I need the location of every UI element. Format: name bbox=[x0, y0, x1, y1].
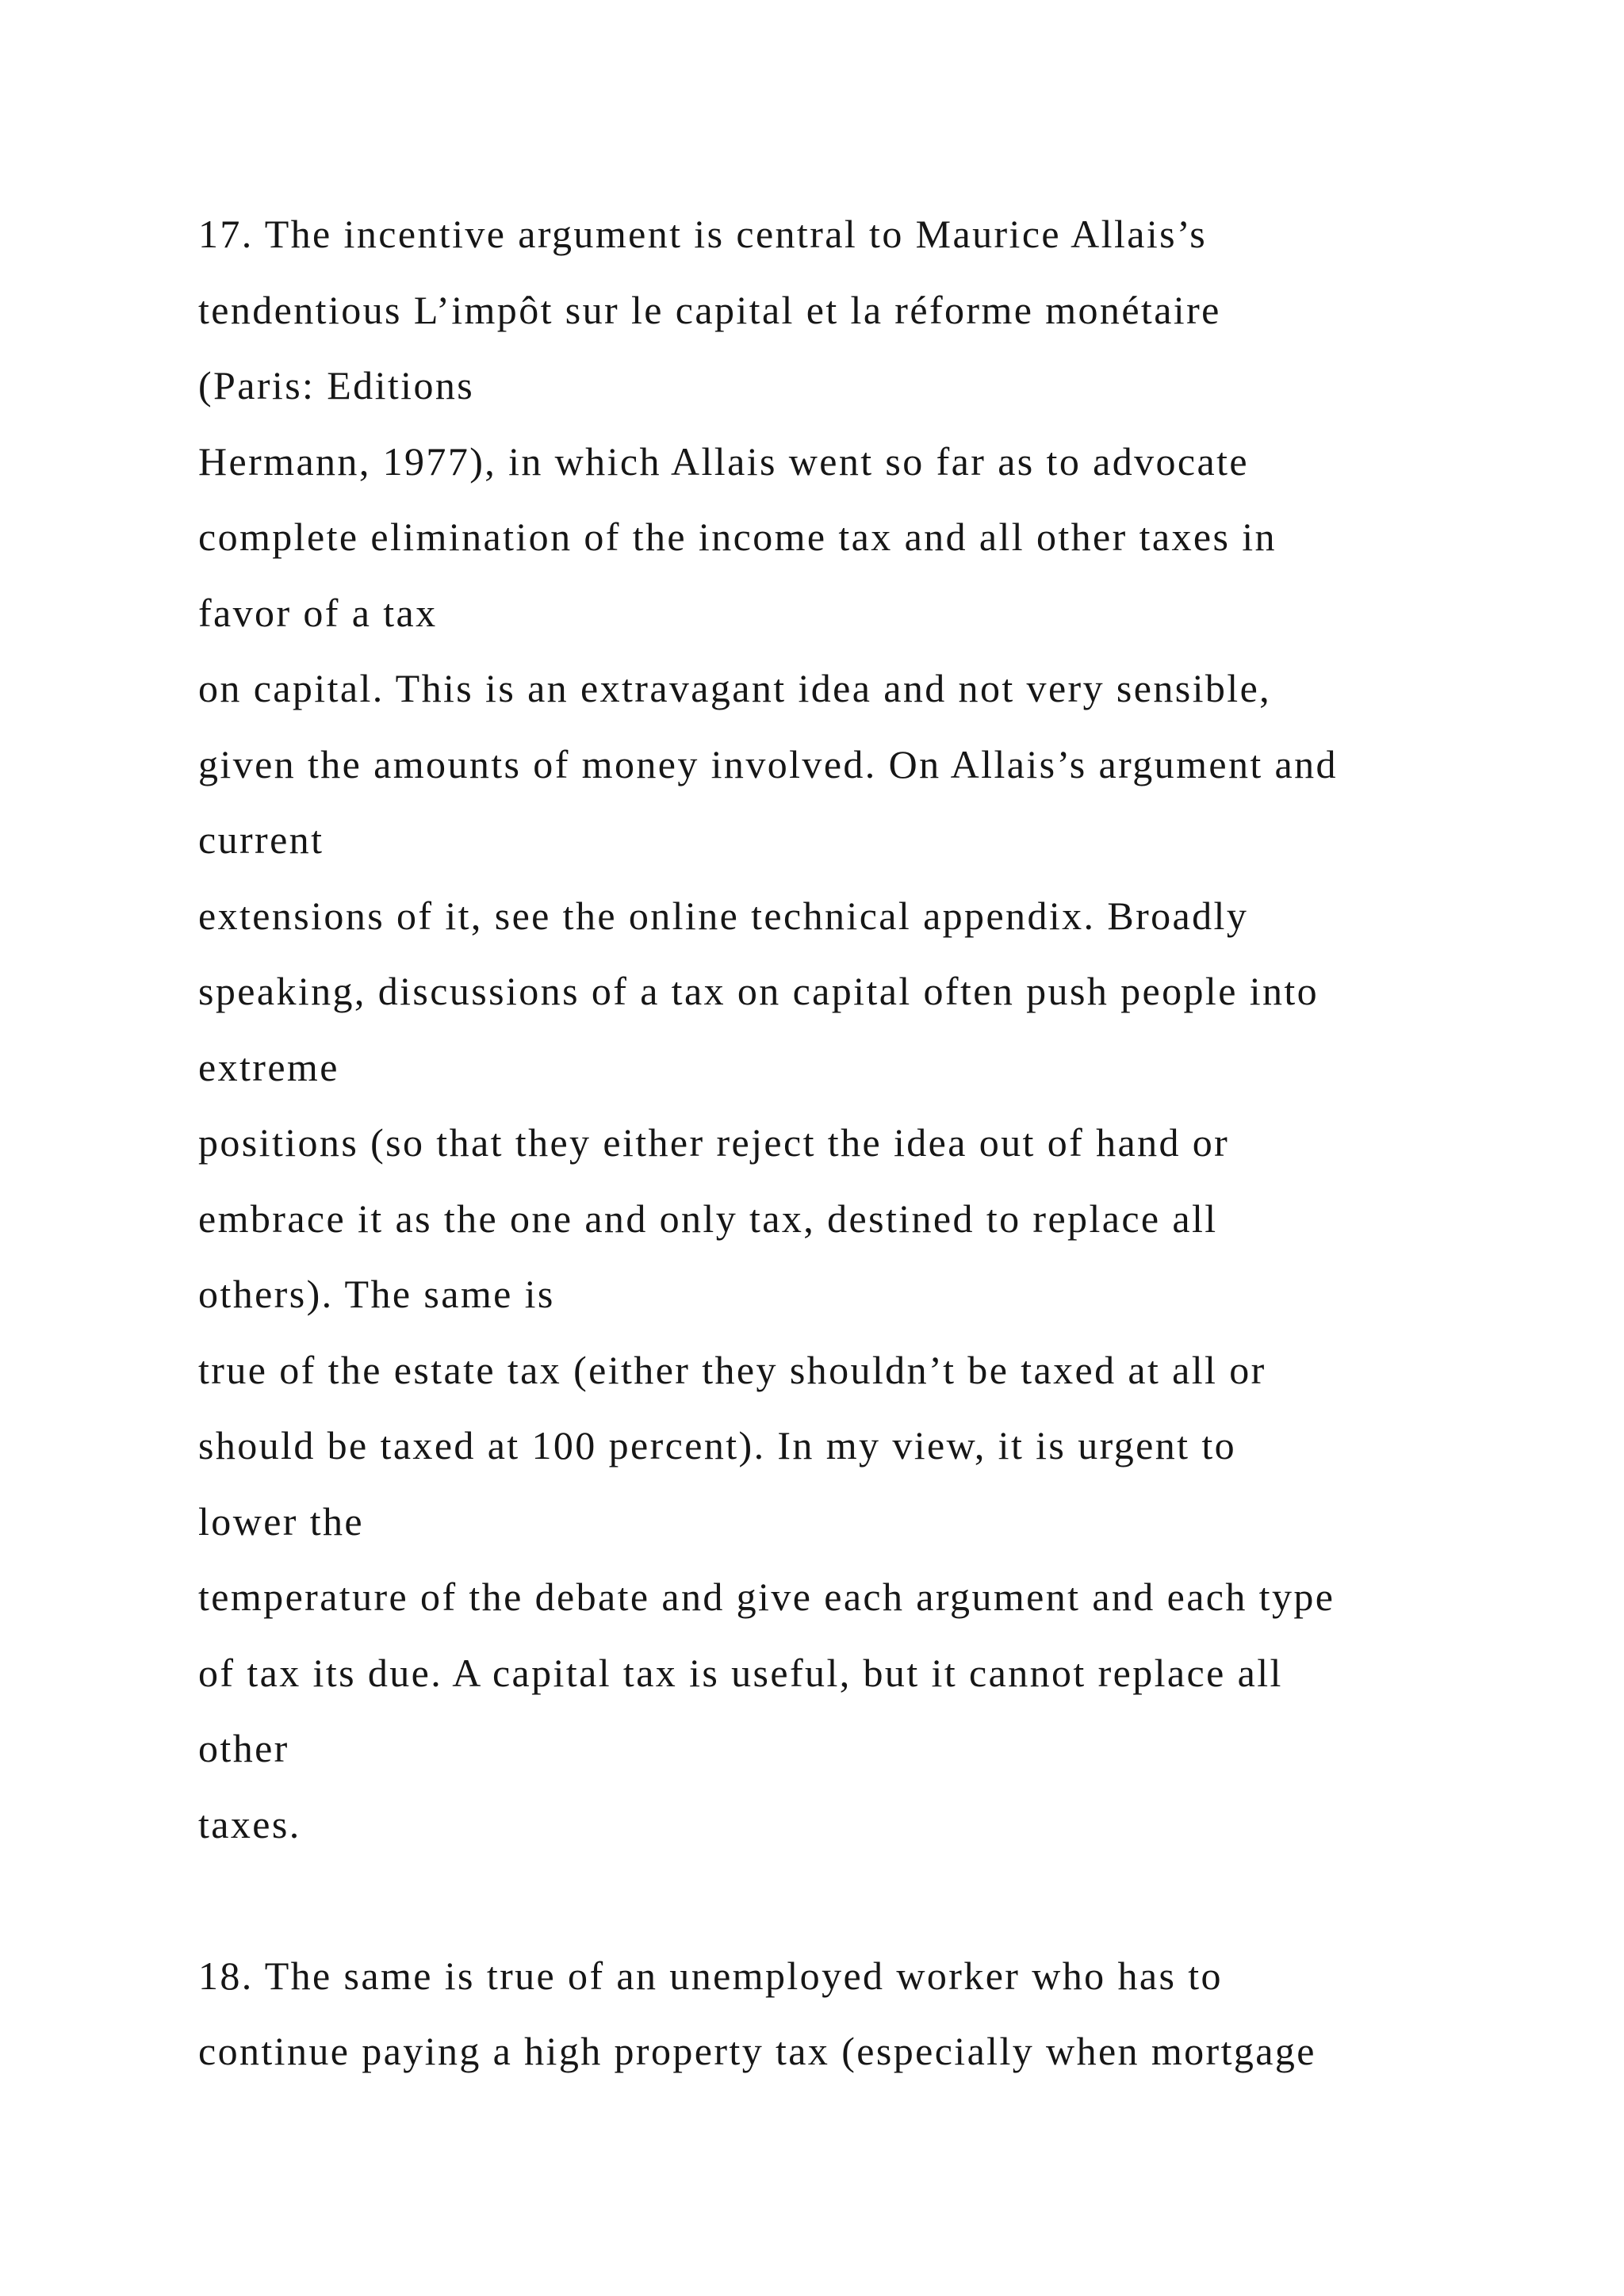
text-line: of tax its due. A capital tax is useful, but it cannot replace all bbox=[198, 1650, 1283, 1695]
text-line: other bbox=[198, 1726, 289, 1770]
text-line: continue paying a high property tax (especially when mortgage bbox=[198, 2029, 1316, 2073]
text-line: given the amounts of money involved. On Allais’s argument and bbox=[198, 741, 1338, 786]
text-line: positions (so that they either reject the idea out of hand or bbox=[198, 1120, 1230, 1165]
text-line: complete elimination of the income tax and all other taxes in bbox=[198, 515, 1277, 559]
text-line: extreme bbox=[198, 1044, 339, 1089]
paragraph-gap bbox=[198, 1862, 1546, 1938]
footnote-17 bbox=[198, 197, 1546, 1862]
text-line: others). The same is bbox=[198, 1272, 555, 1316]
text-line: favor of a tax bbox=[198, 590, 438, 635]
text-line: 17. The incentive argument is central to Maurice Allais’s bbox=[198, 212, 1208, 256]
footnotes-text bbox=[198, 197, 1546, 2090]
text-line: lower the bbox=[198, 1498, 365, 1544]
text-line: (Paris: Editions bbox=[198, 363, 475, 408]
text-line: Hermann, 1977), in which Allais went so far as to advocate bbox=[198, 438, 1249, 484]
text-line: speaking, discussions of a tax on capital often push people into bbox=[198, 969, 1320, 1013]
text-line: tendentious L’impôt sur le capital et la réforme monétaire bbox=[198, 287, 1221, 332]
text-line: embrace it as the one and only tax, destined to replace all bbox=[198, 1196, 1218, 1241]
text-line: should be taxed at 100 percent). In my view, it is urgent to bbox=[198, 1423, 1237, 1468]
text-line: on capital. This is an extravagant idea and not very sensible, bbox=[198, 666, 1272, 710]
text-line: 18. The same is true of an unemployed worker who has to bbox=[198, 1953, 1223, 1998]
footnote-18 bbox=[198, 1938, 1546, 2090]
text-line: taxes. bbox=[198, 1801, 301, 1846]
text-line: extensions of it, see the online technical appendix. Broadly bbox=[198, 893, 1249, 938]
text-line: temperature of the debate and give each argument and each type bbox=[198, 1575, 1335, 1619]
text-line: true of the estate tax (either they shouldn’t be taxed at all or bbox=[198, 1347, 1266, 1392]
text-line: current bbox=[198, 817, 324, 862]
